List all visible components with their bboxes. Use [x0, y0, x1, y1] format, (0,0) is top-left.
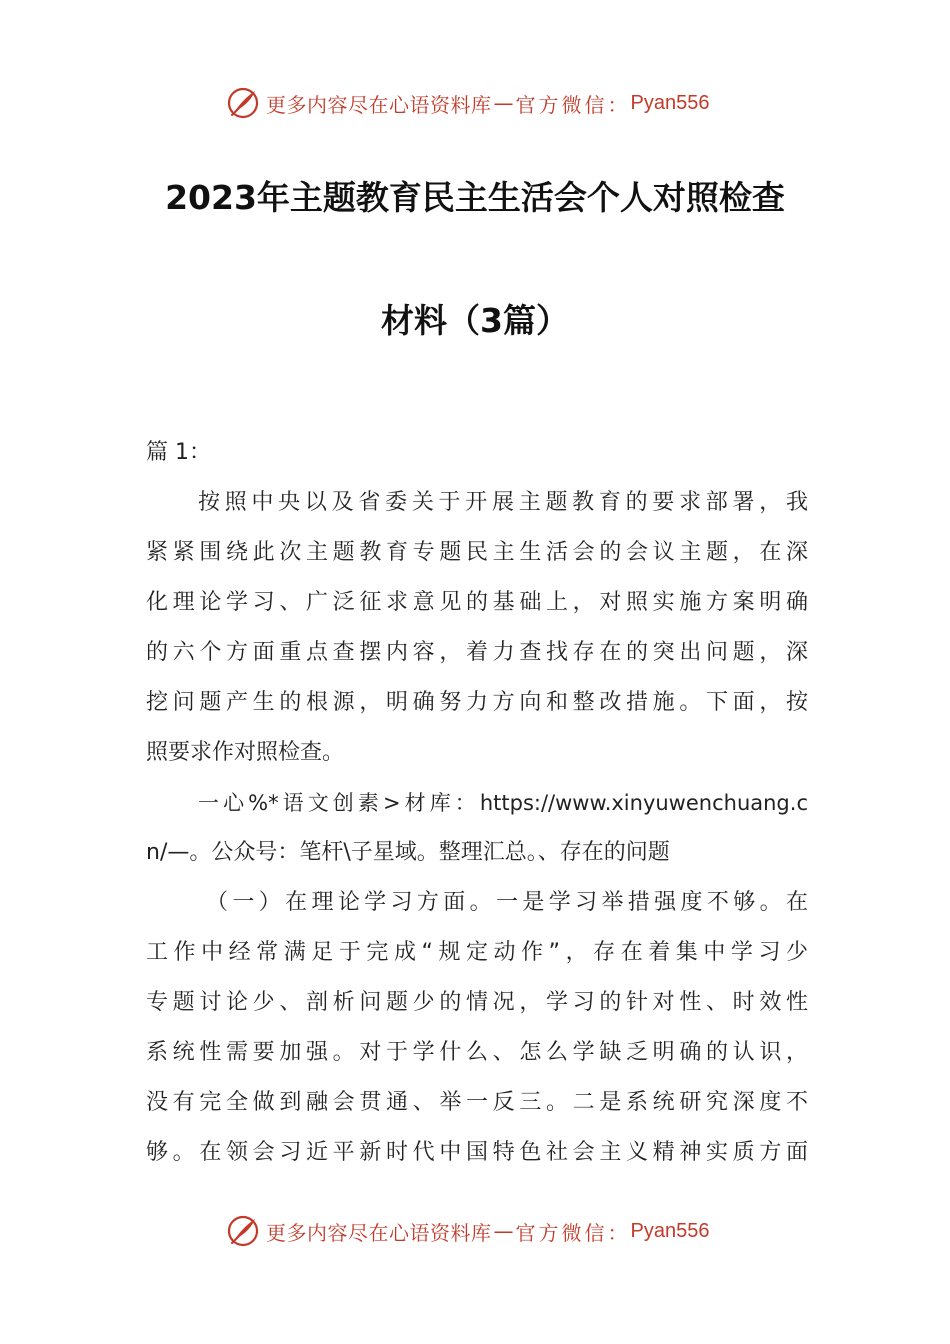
- body-line: （一）在理论学习方面。一是学习举措强度不够。在: [206, 890, 808, 915]
- body-line: 专题讨论少、剖析问题少的情况，学习的针对性、时效性: [146, 990, 808, 1015]
- body-line: 挖问题产生的根源，明确努力方向和整改措施。下面，按: [146, 690, 808, 715]
- quill-logo-icon: [226, 1214, 260, 1248]
- document-title-line-2: 材料（3篇）: [381, 301, 569, 340]
- watermark-wechat-id: Pyan556: [630, 91, 710, 114]
- body-line: 照要求作对照检查。: [146, 740, 345, 765]
- watermark-wechat-label: 官方微信：: [515, 1220, 631, 1245]
- body-line: 工作中经常满足于完成“规定动作”，存在着集中学习少: [146, 940, 808, 965]
- watermark-banner-top: [226, 83, 709, 123]
- watermark-dash: —: [493, 1219, 514, 1243]
- document-body: [146, 428, 808, 1178]
- watermark-dash: —: [493, 91, 514, 115]
- body-line: n/—。公众号：笔杆\子星域。整理汇总。、存在的问题: [146, 840, 670, 865]
- body-line: 系统性需要加强。对于学什么、怎么学缺乏明确的认识，: [146, 1040, 808, 1065]
- section-heading: 篇 1：: [146, 440, 211, 465]
- body-line: 按照中央以及省委关于开展主题教育的要求部署，我: [198, 490, 808, 515]
- document-title-line-1: 2023年主题教育民主生活会个人对照检查: [165, 178, 785, 217]
- body-line: 紧紧围绕此次主题教育专题民主生活会的会议主题，在深: [146, 540, 808, 565]
- watermark-wechat-label: 官方微信：: [515, 92, 631, 117]
- watermark-wechat-id: Pyan556: [630, 1219, 710, 1242]
- body-line: 没有完全做到融会贯通、举一反三。二是系统研究深度不: [146, 1090, 808, 1115]
- watermark-banner-bottom: [226, 1211, 709, 1251]
- body-line: 化理论学习、广泛征求意见的基础上，对照实施方案明确: [146, 590, 808, 615]
- body-line: 的六个方面重点查摆内容，着力查找存在的突出问题，深: [146, 640, 808, 665]
- watermark-slogan: 更多内容尽在心语资料库: [266, 92, 492, 117]
- body-line-source-url: 一心%*语文创素>材库：https://www.xinyuwenchuang.c: [198, 791, 808, 815]
- quill-logo-icon: [226, 86, 260, 120]
- watermark-slogan: 更多内容尽在心语资料库: [266, 1220, 492, 1245]
- body-line: 够。在领会习近平新时代中国特色社会主义精神实质方面: [146, 1140, 808, 1165]
